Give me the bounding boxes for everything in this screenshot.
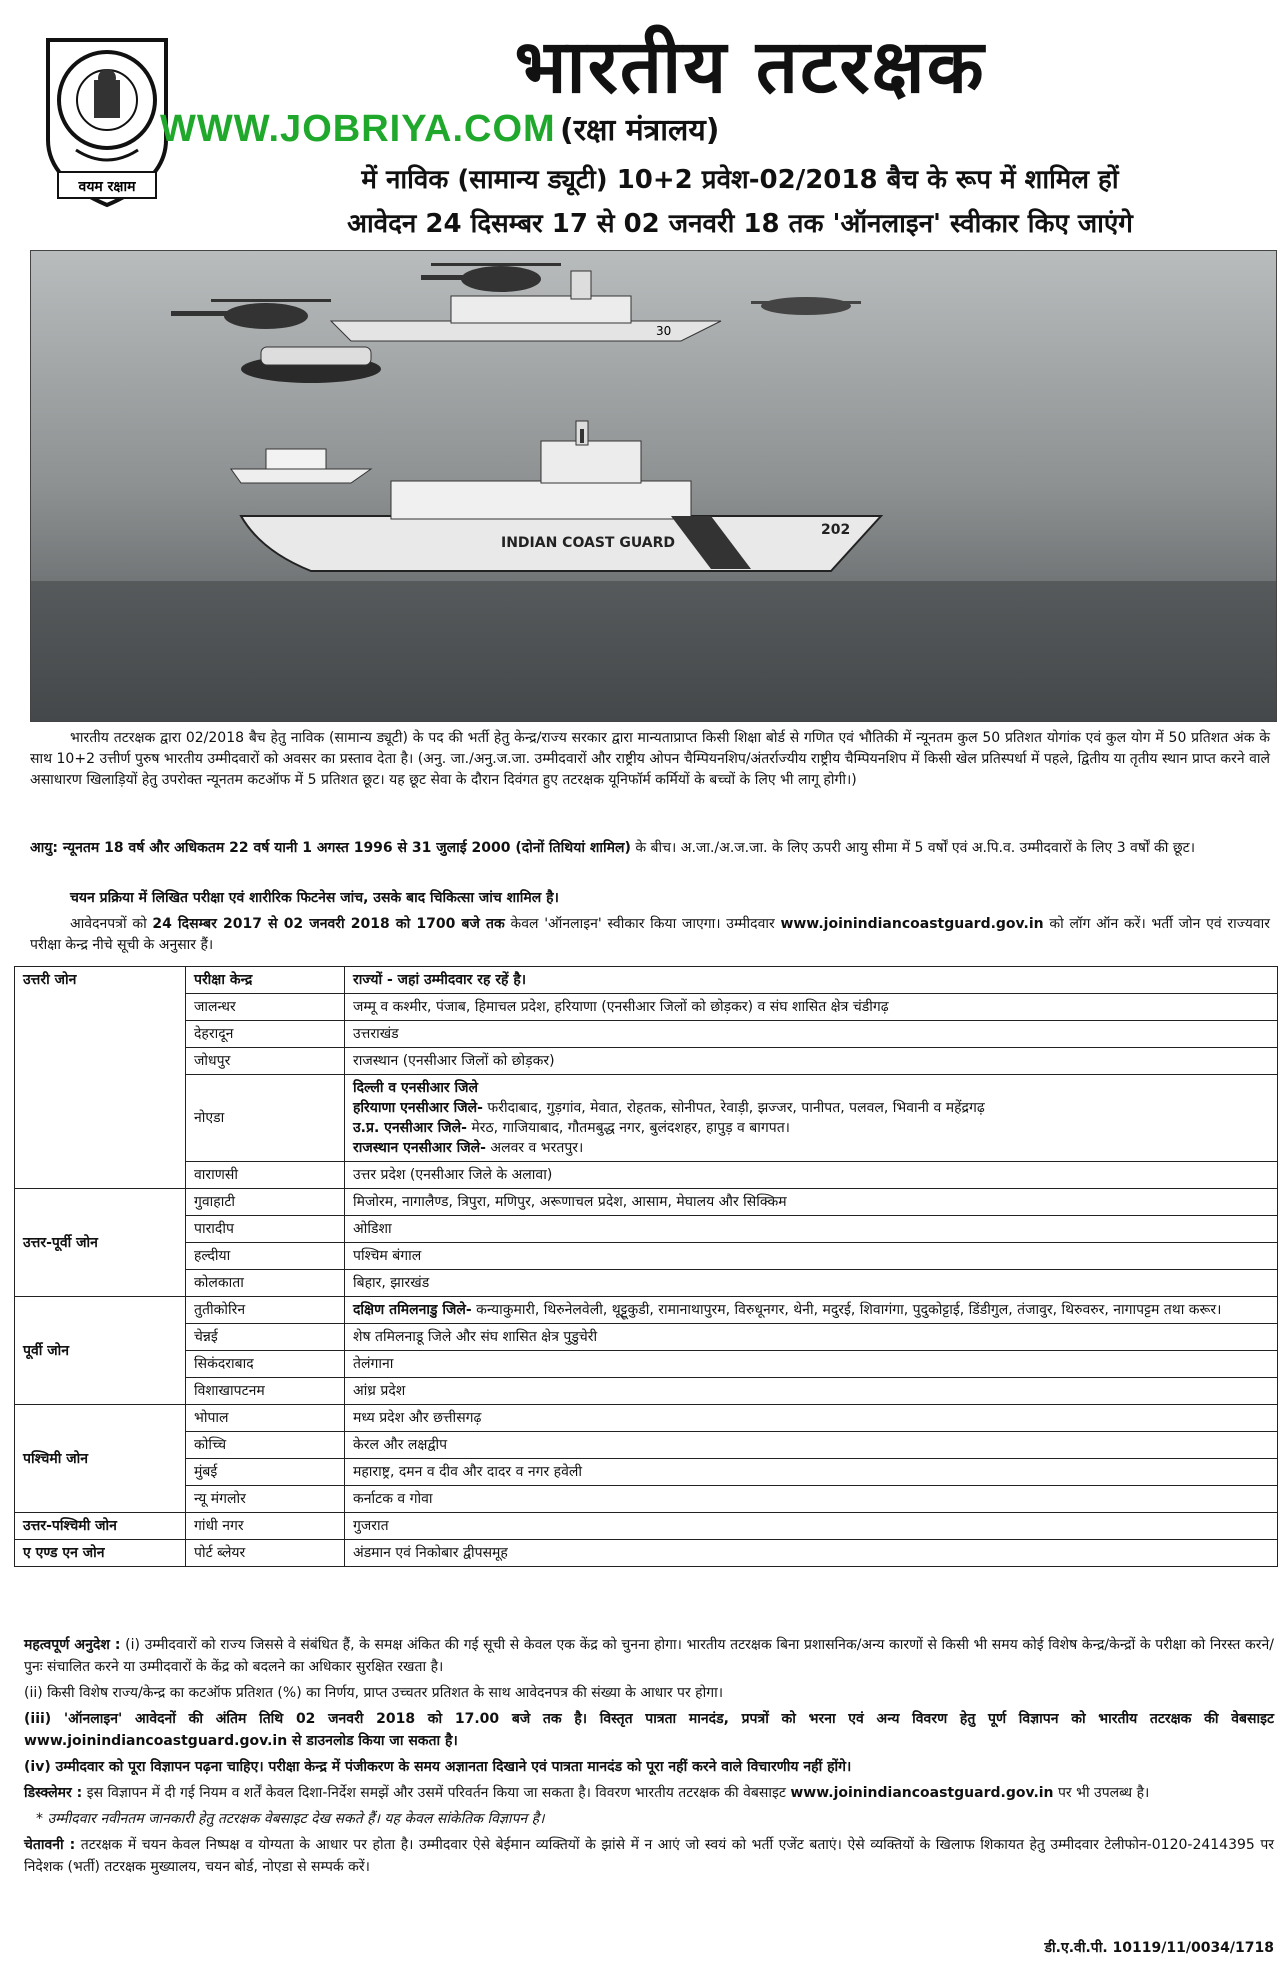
davp-code: डी.ए.वी.पी. 10119/11/0034/1718 bbox=[1044, 1940, 1274, 1956]
subtitle-entry: में नाविक (सामान्य ड्यूटी) 10+2 प्रवेश-02/2018 बैच के रूप में शामिल हों bbox=[361, 165, 1119, 195]
center-cell: जालन्धर bbox=[186, 994, 345, 1021]
center-cell: पोर्ट ब्लेयर bbox=[186, 1540, 345, 1567]
center-cell: देहरादून bbox=[186, 1021, 345, 1048]
header-states: राज्यों - जहां उम्मीदवार रह रहें है। bbox=[345, 967, 1278, 994]
center-cell: सिकंदराबाद bbox=[186, 1351, 345, 1378]
states-cell: शेष तमिलनाडू जिले और संघ शासित क्षेत्र पुडुचेरी bbox=[345, 1324, 1278, 1351]
noida-line bbox=[353, 1138, 1269, 1158]
center-cell: पारादीप bbox=[186, 1216, 345, 1243]
ship-number: 202 bbox=[821, 522, 851, 538]
age-bold: आयु: न्यूनतम 18 वर्ष और अधिकतम 22 वर्ष यानी 1 अगस्त 1996 से 31 जुलाई 2000 (दोनों तिथियां शामिल) bbox=[30, 840, 631, 856]
table-row bbox=[15, 1432, 1278, 1459]
table-row bbox=[15, 967, 1278, 994]
zone-north: उत्तरी जोन bbox=[15, 967, 186, 1189]
states-cell: कर्नाटक व गोवा bbox=[345, 1486, 1278, 1513]
emblem-motto: वयम रक्षाम bbox=[78, 179, 136, 195]
center-cell: गांधी नगर bbox=[186, 1513, 345, 1540]
states-cell: आंध्र प्रदेश bbox=[345, 1378, 1278, 1405]
states-cell: मध्य प्रदेश और छत्तीसगढ़ bbox=[345, 1405, 1278, 1432]
disclaimer-label: डिस्क्लेमर : bbox=[24, 1785, 83, 1801]
states-cell: उत्तराखंड bbox=[345, 1021, 1278, 1048]
instruction-1 bbox=[24, 1634, 1274, 1678]
header-center: परीक्षा केन्द्र bbox=[186, 967, 345, 994]
table-row bbox=[15, 1048, 1278, 1075]
center-cell: न्यू मंगलोर bbox=[186, 1486, 345, 1513]
states-cell: मिजोरम, नागालैण्ड, त्रिपुरा, मणिपुर, अरूणाचल प्रदेश, आसाम, मेघालय और सिक्किम bbox=[345, 1189, 1278, 1216]
disclaimer-website-link[interactable]: www.joinindiancoastguard.gov.in bbox=[790, 1785, 1054, 1801]
center-cell: चेन्नई bbox=[186, 1324, 345, 1351]
noida-text: मेरठ, गाजियाबाद, गौतमबुद्ध नगर, बुलंदशहर, हापुड़ व बागपत। bbox=[466, 1120, 790, 1136]
table-row bbox=[15, 1540, 1278, 1567]
svg-text:30: 30 bbox=[656, 324, 672, 338]
zone-northwest: उत्तर-पश्चिमी जोन bbox=[15, 1513, 186, 1540]
noida-line bbox=[353, 1118, 1269, 1138]
table-row bbox=[15, 1297, 1278, 1324]
center-cell: विशाखापटनम bbox=[186, 1378, 345, 1405]
watermark: WWW.JOBRIYA.COM bbox=[160, 108, 556, 150]
states-cell: तेलंगाना bbox=[345, 1351, 1278, 1378]
instruction-4: (iv) उम्मीदवार को पूरा विज्ञापन पढ़ना चाहिए। परीक्षा केन्द्र में पंजीकरण के समय अज्ञानता दिखाने एवं पात्रता मानदंड को पूरा नहीं करने वाले विचारणीय नहीं होंगे। bbox=[24, 1759, 852, 1775]
exam-center-table bbox=[14, 966, 1278, 1567]
states-cell: केरल और लक्षद्वीप bbox=[345, 1432, 1278, 1459]
table-row bbox=[15, 1243, 1278, 1270]
disclaimer-text: इस विज्ञापन में दी गई नियम व शर्तें केवल दिशा-निर्देश समझें और उसमें परिवर्तन किया जा सकता है। विवरण भारतीय तटरक्षक की वेबसाइट bbox=[82, 1785, 791, 1801]
apply-post: को लॉग ऑन करें। भर्ती जोन एवं राज्यवार परीक्षा केन्द्र नीचे सूची के अनुसार हैं। bbox=[30, 916, 1270, 953]
apply-dates: 24 दिसम्बर 2017 से 02 जनवरी 2018 को 1700 बजे तक bbox=[152, 916, 505, 932]
noida-label: राजस्थान एनसीआर जिले- bbox=[353, 1140, 486, 1156]
hovercraft bbox=[241, 347, 381, 383]
warning-text: तटरक्षक में चयन केवल निष्पक्ष व योग्यता के आधार पर होता है। उम्मीदवार ऐसे बेईमान व्यक्तियों के झांसे में न आएं जो स्वयं को भर्ती एजेंट बताएं। ऐसे व्यक्तियों के खिलाफ शिकायत हेतु उम्मीदवार टेलीफोन-0120-2414395 पर निदेशक (भर्ती) तटरक्षक मुख्यालय, चयन बोर्ड, नोएडा से सम्पर्क करें। bbox=[24, 1837, 1274, 1875]
instruction-3: (iii) 'ऑनलाइन' आवेदनों की अंतिम तिथि 02 जनवरी 2018 को 17.00 बजे तक है। विस्तृत पात्रता मानदंड, प्रपत्रों को भरना एवं अन्य विवरण हेतु पूर्ण विज्ञापन को भारतीय तटरक्षक की वेबसाइट www.joinindiancoastguard.gov.in से डाउनलोड किया जा सकता है। bbox=[24, 1711, 1274, 1749]
zone-an: ए एण्ड एन जोन bbox=[15, 1540, 186, 1567]
table-row bbox=[15, 1216, 1278, 1243]
states-cell: जम्मू व कश्मीर, पंजाब, हिमाचल प्रदेश, हरियाणा (एनसीआर जिलों को छोड़कर) व संघ शासित क्षेत्र चंडीगढ़ bbox=[345, 994, 1278, 1021]
ministry-label: (रक्षा मंत्रालय) bbox=[560, 113, 720, 148]
tuticorin-label: दक्षिण तमिलनाडु जिले- bbox=[353, 1302, 472, 1318]
ship-label: INDIAN COAST GUARD bbox=[501, 535, 675, 551]
warning-label: चेतावनी : bbox=[24, 1837, 76, 1853]
states-cell: राजस्थान (एनसीआर जिलों को छोड़कर) bbox=[345, 1048, 1278, 1075]
table-row bbox=[15, 1351, 1278, 1378]
noida-line bbox=[353, 1098, 1269, 1118]
intro-paragraph: भारतीय तटरक्षक द्वारा 02/2018 बैच हेतु नाविक (सामान्य ड्यूटी) के पद की भर्ती हेतु केन्द्र/राज्य सरकार द्वारा मान्यताप्राप्त किसी शिक्षा बोर्ड से गणित एवं भौतिकी में न्यूनतम कुल 50 प्रतिशत योगांक एवं कुल योग में 50 प्रतिशत अंक के साथ 10+2 उत्तीर्ण पुरुष भारतीय उम्मीदवारों को अवसर का प्रस्ताव देता है। (अनु. जा./अनु.ज.जा. उम्मीदवारों और राष्ट्रीय ओपन चैम्पियनशिप/अंतर्राज्यीय राष्ट्रीय चैम्पियनशिप में किसी खेल प्रतिस्पर्धा में पहले, द्वितीय या तृतीय स्थान प्राप्त करने वाले असाधारण खिलाड़ियों हेतु उपरोक्त न्यूनतम कटऑफ में 5 प्रतिशत छूट। यह छूट सेवा के दौरान दिवंगत हुए तटरक्षक यूनिफॉर्म कर्मियों के बच्चों के लिए भी लागू होगी।) bbox=[30, 730, 1270, 788]
warning bbox=[24, 1834, 1274, 1878]
center-cell: कोलकाता bbox=[186, 1270, 345, 1297]
page-title: भारतीय तटरक्षक bbox=[514, 24, 986, 110]
apply-pre: आवेदनपत्रों को bbox=[70, 916, 153, 932]
table-row bbox=[15, 1405, 1278, 1432]
states-cell: गुजरात bbox=[345, 1513, 1278, 1540]
selection-paragraph: चयन प्रक्रिया में लिखित परीक्षा एवं शारीरिक फिटनेस जांच, उसके बाद चिकित्सा जांच शामिल है। bbox=[70, 890, 559, 906]
center-cell: भोपाल bbox=[186, 1405, 345, 1432]
center-cell: वाराणसी bbox=[186, 1162, 345, 1189]
age-rest: के बीच। अ.जा./अ.ज.जा. के लिए ऊपरी आयु सीमा में 5 वर्षों एवं अ.पि.व. उम्मीदवारों के लिए 3 वर्षों की छूट। bbox=[630, 840, 1196, 856]
states-cell: बिहार, झारखंड bbox=[345, 1270, 1278, 1297]
apply-mid: केवल 'ऑनलाइन' स्वीकार किया जाएगा। उम्मीदवार bbox=[504, 916, 781, 932]
zone-east: पूर्वी जोन bbox=[15, 1297, 186, 1405]
states-cell bbox=[345, 1075, 1278, 1162]
states-cell bbox=[345, 1297, 1278, 1324]
states-cell: ओडिशा bbox=[345, 1216, 1278, 1243]
tuticorin-text: कन्याकुमारी, थिरुनेलवेली, थूट्टूकुडी, रामानाथापुरम, विरुधूनगर, थेनी, मदुरई, शिवागंगा, पुदुकोट्टाई, डिंडीगुल, तंजावुर, थिरुवरुर, नागापट्टम तथा करूर। bbox=[471, 1302, 1222, 1318]
table-row bbox=[15, 1270, 1278, 1297]
instructions-section bbox=[24, 1634, 1274, 1882]
subtitle-dates: आवेदन 24 दिसम्बर 17 से 02 जनवरी 18 तक 'ऑनलाइन' स्वीकार किए जाएंगे bbox=[347, 209, 1133, 239]
disclaimer bbox=[24, 1782, 1274, 1804]
note-line: * उम्मीदवार नवीनतम जानकारी हेतु तटरक्षक वेबसाइट देख सकते हैं। यह केवल सांकेतिक विज्ञापन है। bbox=[36, 1811, 545, 1827]
table-row bbox=[15, 1324, 1278, 1351]
fleet-photo bbox=[30, 250, 1277, 722]
center-cell: नोएडा bbox=[186, 1075, 345, 1162]
center-cell: मुंबई bbox=[186, 1459, 345, 1486]
noida-label: उ.प्र. एनसीआर जिले- bbox=[353, 1120, 467, 1136]
center-cell: हल्दीया bbox=[186, 1243, 345, 1270]
table-row bbox=[15, 1513, 1278, 1540]
table-row bbox=[15, 1021, 1278, 1048]
states-cell: पश्चिम बंगाल bbox=[345, 1243, 1278, 1270]
table-row bbox=[15, 1162, 1278, 1189]
table-row bbox=[15, 1459, 1278, 1486]
table-row bbox=[15, 1486, 1278, 1513]
instruction-text: (i) उम्मीदवारों को राज्य जिससे वे संबंधित हैं, के समक्ष अंकित की गई सूची से केवल एक केंद्र को चुनना होगा। भारतीय तटरक्षक बिना प्रशासनिक/अन्य कारणों से किसी भी समय कोई विशेष केन्द्र/केन्द्रों के परीक्षा को निरस्त करने/पुनः संचालित करने या उम्मीदवारों के केंद्र को बदलने का अधिकार सुरक्षित रखता है। bbox=[24, 1637, 1274, 1675]
apply-website-link[interactable]: www.joinindiancoastguard.gov.in bbox=[780, 916, 1044, 932]
states-cell: अंडमान एवं निकोबार द्वीपसमूह bbox=[345, 1540, 1278, 1567]
noida-line: दिल्ली व एनसीआर जिले bbox=[353, 1080, 479, 1096]
disclaimer-end: पर भी उपलब्ध है। bbox=[1053, 1785, 1150, 1801]
important-label: महत्वपूर्ण अनुदेश : bbox=[24, 1637, 121, 1653]
table-row bbox=[15, 994, 1278, 1021]
apply-paragraph bbox=[30, 914, 1270, 956]
states-cell: उत्तर प्रदेश (एनसीआर जिले के अलावा) bbox=[345, 1162, 1278, 1189]
table-row bbox=[15, 1189, 1278, 1216]
center-cell: कोच्चि bbox=[186, 1432, 345, 1459]
zone-west: पश्चिमी जोन bbox=[15, 1405, 186, 1513]
noida-text: फरीदाबाद, गुड़गांव, मेवात, रोहतक, सोनीपत, रेवाड़ी, झज्जर, पानीपत, पलवल, भिवानी व महेंद्रगढ़ bbox=[482, 1100, 985, 1116]
noida-text: अलवर व भरतपुर। bbox=[485, 1140, 584, 1156]
noida-label: हरियाणा एनसीआर जिले- bbox=[353, 1100, 483, 1116]
center-cell: तुतीकोरिन bbox=[186, 1297, 345, 1324]
states-cell: महाराष्ट्र, दमन व दीव और दादर व नगर हवेली bbox=[345, 1459, 1278, 1486]
age-paragraph bbox=[30, 838, 1270, 859]
center-cell: जोधपुर bbox=[186, 1048, 345, 1075]
center-cell: गुवाहाटी bbox=[186, 1189, 345, 1216]
table-row bbox=[15, 1075, 1278, 1162]
zone-northeast: उत्तर-पूर्वी जोन bbox=[15, 1189, 186, 1297]
table-row bbox=[15, 1378, 1278, 1405]
instruction-2: (ii) किसी विशेष राज्य/केन्द्र का कटऑफ प्रतिशत (%) का निर्णय, प्राप्त उच्चतर प्रतिशत के साथ आवेदनपत्र की संख्या के आधार पर होगा। bbox=[24, 1685, 724, 1701]
